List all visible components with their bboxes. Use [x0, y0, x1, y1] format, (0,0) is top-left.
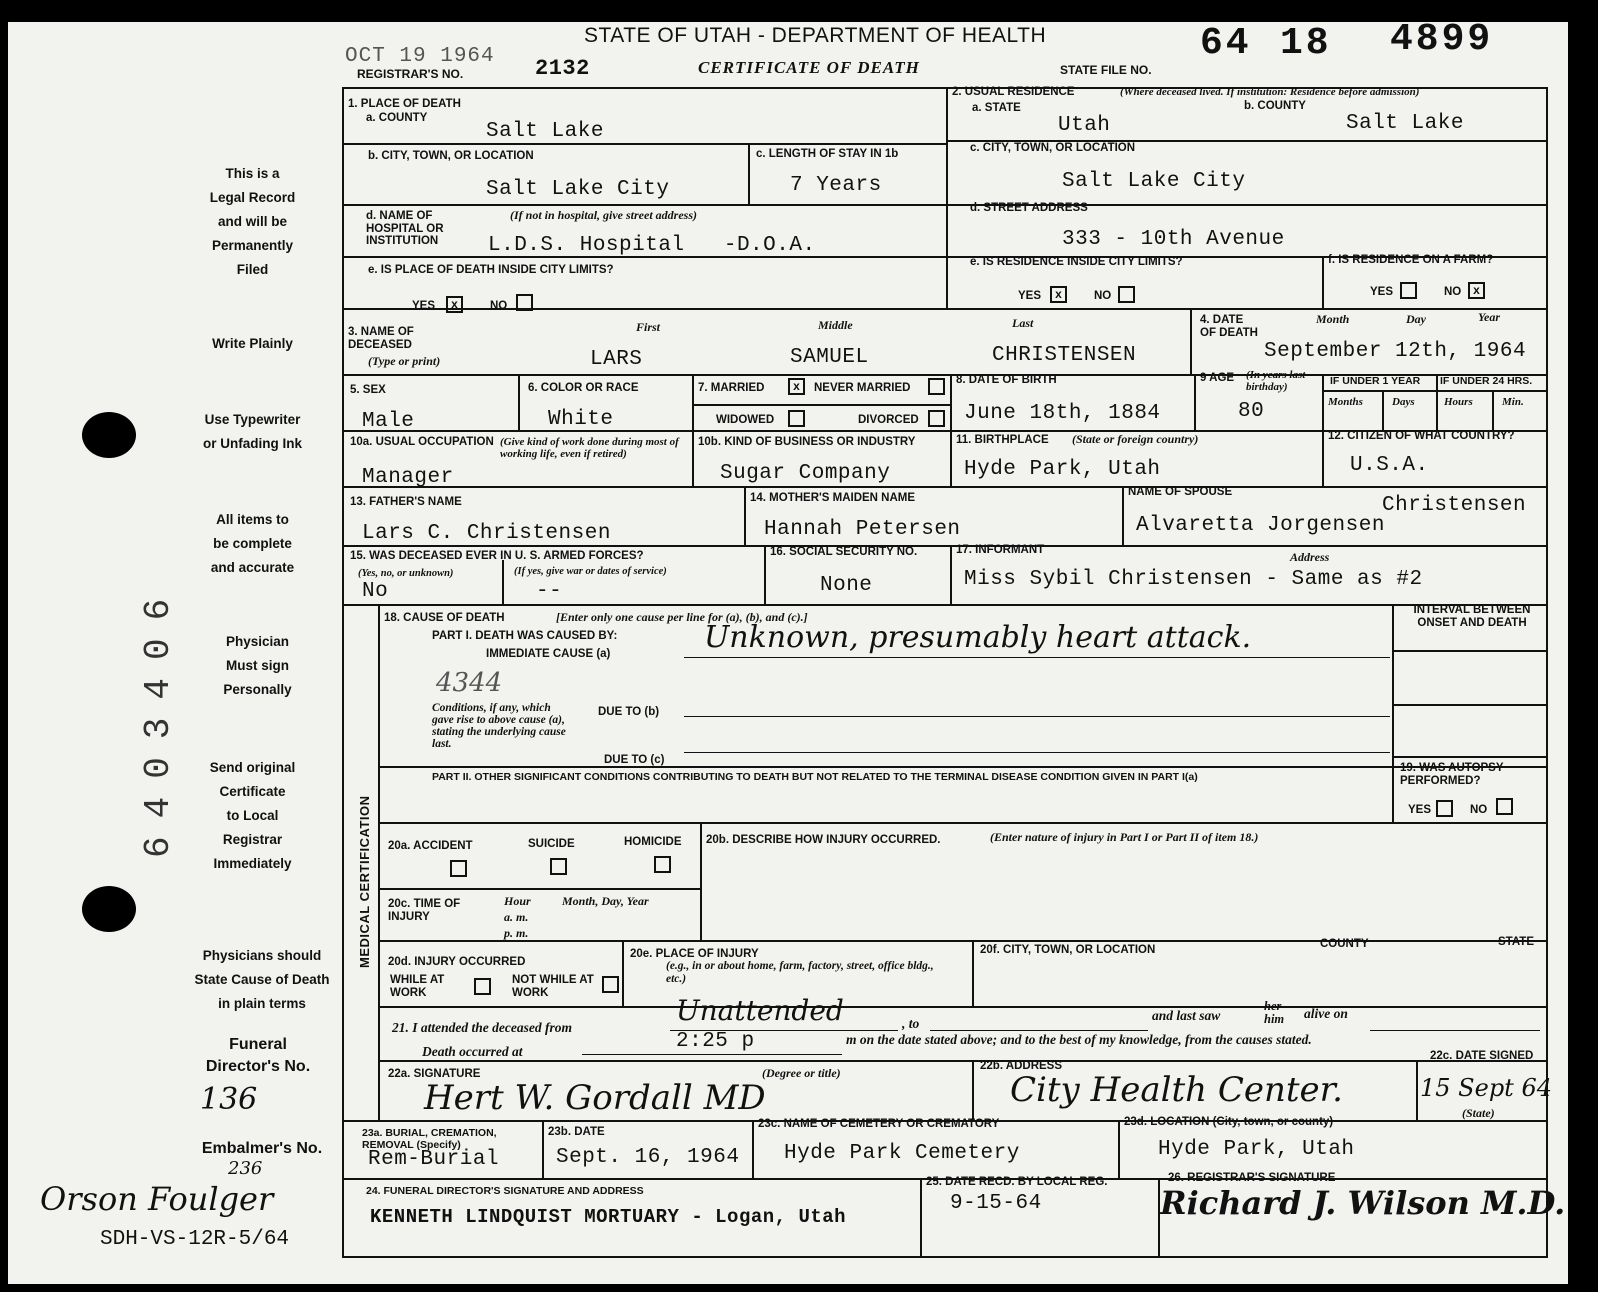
f7-never-married-label: NEVER MARRIED [814, 382, 911, 394]
f22c-label: 22c. DATE SIGNED [1430, 1050, 1534, 1062]
f23b-label: 23b. DATE [548, 1126, 605, 1138]
county-label: COUNTY [1320, 938, 1369, 950]
f7-widowed-label: WIDOWED [716, 414, 775, 426]
embalmer-no: 236 [228, 1158, 263, 1179]
f11-note: (State or foreign country) [1072, 432, 1199, 446]
year-label: Year [1478, 310, 1500, 324]
f12-value: U.S.A. [1350, 454, 1429, 477]
to-label: , to [902, 1016, 920, 1031]
f20a-label: 20a. ACCIDENT [388, 840, 473, 852]
f15-service: -- [536, 580, 563, 603]
f4-value: September 12th, 1964 [1264, 340, 1527, 363]
vertical-serial-number: 6403406 [138, 580, 179, 858]
f14-value: Hannah Petersen [764, 518, 961, 541]
suicide-checkbox[interactable] [550, 858, 567, 875]
f2a-value: Utah [1058, 114, 1111, 137]
f18-note: [Enter only one cause per line for (a), (b), and (c).] [556, 610, 808, 624]
f7-married-checkbox[interactable]: x [788, 378, 805, 395]
f22b-label: 22b. ADDRESS [980, 1060, 1063, 1072]
f24-label: 24. FUNERAL DIRECTOR'S SIGNATURE AND ADDRESS [366, 1185, 644, 1197]
occurred-label: Death occurred at [422, 1044, 523, 1059]
registrar-signature: Richard J. Wilson M.D. [1160, 1184, 1566, 1222]
part1-label: PART I. DEATH WAS CAUSED BY: [432, 630, 618, 642]
interval-label: INTERVAL BETWEEN ONSET AND DEATH [1413, 604, 1531, 629]
month-label: Month [1316, 312, 1350, 326]
f2f-yes-label: YES [1370, 286, 1394, 298]
f7-widowed-checkbox[interactable] [788, 410, 805, 427]
f2e-yes-checkbox[interactable]: x [1050, 286, 1067, 303]
conditions-note: Conditions, if any, which gave rise to above cause (a), stating the underlying cause last. [432, 702, 566, 751]
f10a-label: 10a. USUAL OCCUPATION [350, 436, 494, 448]
cause-code: 4344 [436, 668, 503, 698]
f11-label: 11. BIRTHPLACE [956, 434, 1049, 446]
f3-note: (Type or print) [368, 354, 441, 368]
f17-label: 17. INFORMANT [956, 544, 1045, 556]
f7-divorced-label: DIVORCED [858, 414, 919, 426]
f2e-no-label: NO [1094, 290, 1112, 302]
sidebar-physician-sign: Physician Must sign Personally [223, 634, 292, 697]
sidebar-send-original: Send original Certificate to Local Registrar Immediately [209, 760, 296, 871]
punch-hole-bottom [82, 886, 136, 932]
embalmer-signature: Orson Foulger [40, 1180, 274, 1218]
spouse-value-2: Alvaretta Jorgensen [1136, 514, 1385, 537]
last-saw-label: and last saw [1152, 1008, 1221, 1023]
part2-label: PART II. OTHER SIGNIFICANT CONDITIONS CONTRIBUTING TO DEATH BUT NOT RELATED TO THE TERMINAL DISEASE CONDITION GIVEN IN PART I(a) [432, 771, 1198, 783]
f7-married-label: 7. MARRIED [698, 382, 765, 394]
funeral-director-no: 136 [200, 1082, 258, 1117]
f20d-label: 20d. INJURY OCCURRED [388, 956, 526, 968]
f23c-value: Hyde Park Cemetery [784, 1142, 1020, 1165]
f15-note-b: (If yes, give war or dates of service) [514, 566, 667, 577]
received-date-stamp: OCT 19 1964 [345, 45, 495, 68]
f19-yes-checkbox[interactable] [1436, 800, 1453, 817]
f15-label: 15. WAS DECEASED EVER IN U. S. ARMED FORCES? [350, 550, 644, 562]
f14-label: 14. MOTHER'S MAIDEN NAME [750, 492, 916, 504]
f25-value: 9-15-64 [950, 1192, 1042, 1215]
months-label: Months [1328, 396, 1363, 408]
address-label: Address [1290, 550, 1330, 564]
sidebar-write-plainly: Write Plainly [212, 336, 293, 351]
immediate-cause-label: IMMEDIATE CAUSE (a) [486, 648, 611, 660]
state-department-title: STATE OF UTAH - DEPARTMENT OF HEALTH [584, 24, 1047, 47]
f9-label: 9 AGE [1200, 372, 1235, 384]
f2-label: 2. USUAL RESIDENCE [952, 86, 1075, 98]
f19-label: 19. WAS AUTOPSY PERFORMED? [1400, 762, 1504, 787]
f1a-label: a. COUNTY [366, 112, 428, 124]
f22c-value: 15 Sept 64 [1420, 1074, 1552, 1102]
f2e-label: e. IS RESIDENCE INSIDE CITY LIMITS? [970, 256, 1183, 268]
hours-label: Hours [1444, 396, 1473, 408]
f10a-value: Manager [362, 466, 454, 489]
f5-label: 5. SEX [350, 384, 386, 396]
last-name-label: Last [1012, 316, 1034, 330]
hour-label: Hour [504, 894, 531, 908]
f2f-no-label: NO [1444, 286, 1462, 298]
f16-value: None [820, 574, 873, 597]
f22a-label: 22a. SIGNATURE [388, 1068, 481, 1080]
f1e-yes-label: YES [412, 300, 436, 312]
f11-value: Hyde Park, Utah [964, 458, 1161, 481]
f20e-note: (e.g., in or about home, farm, factory, street, office bldg., etc.) [666, 960, 934, 985]
degree-label: (Degree or title) [762, 1066, 841, 1080]
f15-value: No [362, 580, 389, 603]
while-at-work-checkbox[interactable] [474, 978, 491, 995]
sidebar-state-cause: Physicians should State Cause of Death in plain terms [194, 948, 330, 1011]
f2f-no-checkbox[interactable]: x [1468, 282, 1485, 299]
f1e-no-label: NO [490, 300, 508, 312]
file-no-part-a: 64 [1200, 22, 1252, 65]
f1c-value: 7 Years [790, 174, 882, 197]
homicide-label: HOMICIDE [624, 836, 682, 848]
occurred-tail: m on the date stated above; and to the best of my knowledge, from the causes stated. [846, 1032, 1312, 1047]
middle-name-label: Middle [818, 318, 853, 332]
f13-value: Lars C. Christensen [362, 522, 611, 545]
f1b-label: b. CITY, TOWN, OR LOCATION [368, 150, 534, 162]
f12-label: 12. CITIZEN OF WHAT COUNTRY? [1328, 430, 1515, 442]
f1a-value: Salt Lake [486, 120, 604, 143]
f16-label: 16. SOCIAL SECURITY NO. [770, 546, 918, 558]
f15-note-a: (Yes, no, or unknown) [358, 568, 454, 579]
certificate-title: CERTIFICATE OF DEATH [698, 58, 920, 77]
file-no-part-b: 18 [1280, 22, 1332, 65]
f1c-label: c. LENGTH OF STAY IN 1b [756, 148, 899, 160]
f22b-value: City Health Center. [1010, 1070, 1343, 1110]
f10b-label: 10b. KIND OF BUSINESS OR INDUSTRY [698, 436, 916, 448]
f21-value: Unattended [676, 994, 844, 1027]
f10b-value: Sugar Company [720, 462, 891, 485]
f1d-value: L.D.S. Hospital -D.O.A. [488, 234, 816, 257]
f1e-label: e. IS PLACE OF DEATH INSIDE CITY LIMITS? [368, 264, 614, 276]
occurred-value: 2:25 p [676, 1030, 755, 1053]
spouse-value-1: Christensen [1382, 494, 1527, 517]
f1-label: 1. PLACE OF DEATH [348, 98, 461, 110]
f2b-value: Salt Lake [1346, 112, 1464, 135]
registrar-no-value: 2132 [535, 56, 590, 81]
while-at-work-label: WHILE AT WORK [390, 974, 445, 999]
f20f-label: 20f. CITY, TOWN, OR LOCATION [980, 944, 1156, 956]
f5-value: Male [362, 410, 415, 433]
sidebar-typewriter: Use Typewriter or Unfading Ink [203, 412, 302, 451]
f23a-label: 23a. BURIAL, CREMATION, REMOVAL (Specify) [362, 1127, 497, 1151]
f2-note: (Where deceased lived. If institution: Residence before admission) [1120, 86, 1420, 98]
f2d-value: 333 - 10th Avenue [1062, 228, 1285, 251]
f7-divorced-checkbox[interactable] [928, 410, 945, 427]
immediate-cause-value: Unknown, presumably heart attack. [704, 620, 1252, 655]
f20c-label: 20c. TIME OF INJURY [388, 898, 461, 923]
middle-name-value: SAMUEL [790, 346, 869, 369]
f19-no-label: NO [1470, 804, 1488, 816]
f10a-note: (Give kind of work done during most of working life, even if retired) [500, 436, 679, 461]
homicide-checkbox[interactable] [654, 856, 671, 873]
not-while-at-work-label: NOT WHILE AT WORK [512, 974, 594, 999]
f1b-value: Salt Lake City [486, 178, 670, 201]
f2e-no-checkbox[interactable] [1118, 286, 1135, 303]
under-24-hrs-label: IF UNDER 24 HRS. [1440, 375, 1533, 387]
file-no-part-c: 4899 [1390, 18, 1494, 61]
state-note: (State) [1462, 1106, 1495, 1120]
state-file-no-label: STATE FILE NO. [1060, 63, 1152, 77]
f4-label: 4. DATE OF DEATH [1200, 314, 1258, 339]
first-name-label: First [636, 320, 661, 334]
f7-never-married-checkbox[interactable] [928, 378, 945, 395]
medical-certification-label: MEDICAL CERTIFICATION [357, 795, 372, 968]
f6-value: White [548, 408, 614, 431]
f17-value: Miss Sybil Christensen - Same as #2 [964, 568, 1423, 591]
pm-label: p. m. [504, 926, 529, 940]
her-him-label: her him [1264, 999, 1285, 1027]
not-while-at-work-checkbox[interactable] [602, 976, 619, 993]
day-label: Day [1406, 312, 1426, 326]
form-number: SDH-VS-12R-5/64 [100, 1228, 290, 1251]
f1d-label: d. NAME OF HOSPITAL OR INSTITUTION [366, 210, 444, 248]
alive-on-label: alive on [1304, 1006, 1348, 1021]
f9-value: 80 [1238, 400, 1265, 423]
f2f-yes-checkbox[interactable] [1400, 282, 1417, 299]
f2e-yes-label: YES [1018, 290, 1042, 302]
f1e-yes-checkbox[interactable]: x [446, 296, 463, 313]
f2c-label: c. CITY, TOWN, OR LOCATION [970, 142, 1136, 154]
f6-label: 6. COLOR OR RACE [528, 382, 639, 394]
f18-label: 18. CAUSE OF DEATH [384, 612, 505, 624]
mdy-label: Month, Day, Year [562, 894, 649, 908]
state-label: STATE [1498, 936, 1534, 948]
last-name-value: CHRISTENSEN [992, 344, 1137, 367]
under-1-year-label: IF UNDER 1 YEAR [1330, 375, 1421, 387]
due-to-b-label: DUE TO (b) [598, 706, 660, 718]
mins-label: Min. [1502, 396, 1524, 408]
f25-label: 25. DATE RECD. BY LOCAL REG. [926, 1176, 1108, 1188]
f20e-label: 20e. PLACE OF INJURY [630, 948, 759, 960]
f19-yes-label: YES [1408, 804, 1432, 816]
f1d-note: (If not in hospital, give street address) [510, 208, 698, 222]
accident-checkbox[interactable] [450, 860, 467, 877]
f1e-no-checkbox[interactable] [516, 294, 533, 311]
spouse-label: NAME OF SPOUSE [1128, 486, 1233, 498]
f23c-label: 23c. NAME OF CEMETERY OR CREMATORY [758, 1118, 1000, 1130]
due-to-c-label: DUE TO (c) [604, 754, 665, 766]
f23d-label: 23d. LOCATION (City, town, or county) [1124, 1116, 1334, 1128]
punch-hole-top [82, 412, 136, 458]
f8-value: June 18th, 1884 [964, 402, 1161, 425]
am-label: a. m. [504, 910, 529, 924]
f3-label: 3. NAME OF DECEASED [348, 326, 414, 351]
f23a-value: Rem-Burial [368, 1148, 500, 1171]
f19-no-checkbox[interactable] [1496, 798, 1513, 815]
f20b-label: 20b. DESCRIBE HOW INJURY OCCURRED. [706, 834, 941, 846]
physician-signature: Hert W. Gordall MD [424, 1078, 766, 1118]
f13-label: 13. FATHER'S NAME [350, 496, 462, 508]
sidebar-legal-record: This is a Legal Record and will be Permanently Filed [209, 166, 296, 277]
f2b-label: b. COUNTY [1244, 100, 1306, 112]
first-name-value: LARS [590, 348, 643, 371]
f8-label: 8. DATE OF BIRTH [956, 374, 1057, 386]
registrar-no-label: REGISTRAR'S NO. [357, 67, 464, 81]
f9-note: (In years last birthday) [1246, 369, 1306, 393]
f2c-value: Salt Lake City [1062, 170, 1246, 193]
f20b-note: (Enter nature of injury in Part I or Part II of item 18.) [990, 830, 1259, 844]
f2a-label: a. STATE [972, 102, 1021, 114]
f2f-label: f. IS RESIDENCE ON A FARM? [1328, 254, 1494, 266]
f23d-value: Hyde Park, Utah [1158, 1138, 1355, 1161]
f26-label: 26. REGISTRAR'S SIGNATURE [1168, 1172, 1336, 1184]
f21-label: 21. I attended the deceased from [392, 1020, 572, 1035]
f23b-value: Sept. 16, 1964 [556, 1146, 740, 1169]
suicide-label: SUICIDE [528, 838, 575, 850]
funeral-director-label: Funeral Director's No. [205, 1036, 311, 1075]
f2d-label: d. STREET ADDRESS [970, 202, 1088, 214]
sidebar-items-complete: All items to be complete and accurate [210, 512, 295, 575]
days-label: Days [1392, 396, 1415, 408]
f24-value: KENNETH LINDQUIST MORTUARY - Logan, Utah [370, 1206, 847, 1228]
embalmer-label: Embalmer's No. [201, 1140, 323, 1157]
